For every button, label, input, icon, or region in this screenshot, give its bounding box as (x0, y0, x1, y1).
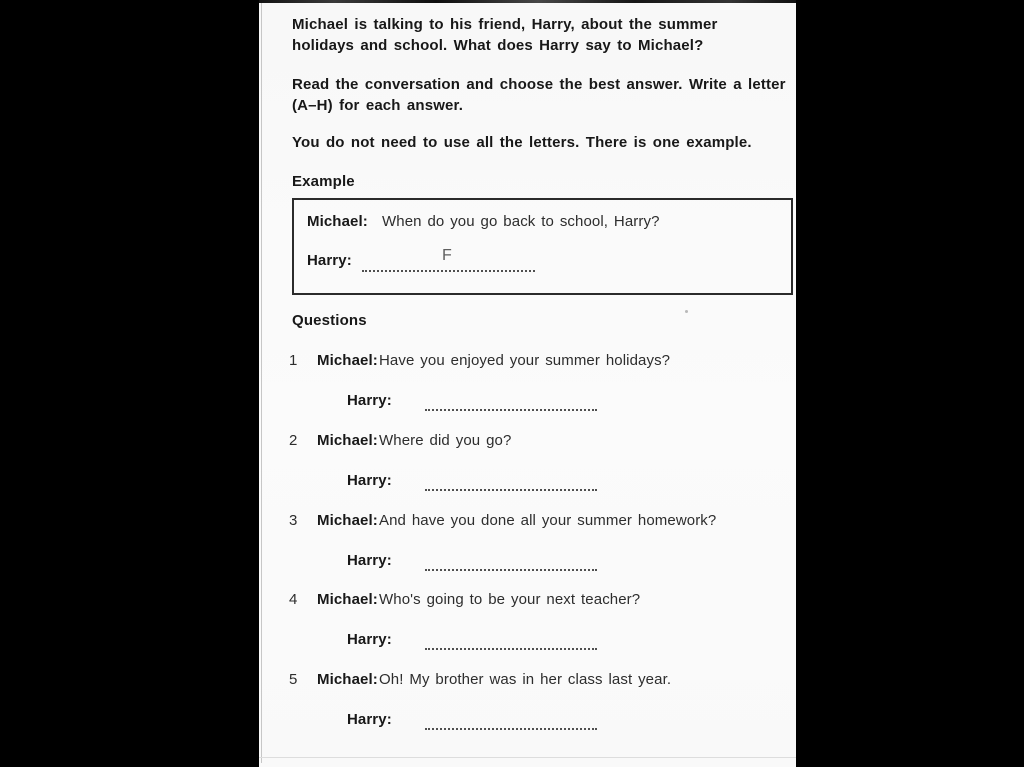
scan-left-edge-line (261, 3, 262, 763)
question-2-answer-line (425, 471, 597, 491)
question-2-michael-row (289, 431, 511, 451)
example-heading: Example (292, 173, 355, 190)
example-responder-label: Harry: (307, 252, 352, 269)
question-4-text: Who's going to be your next teacher? (379, 591, 641, 608)
intro-paragraph-2-line-2: (A–H) for each answer. (292, 97, 464, 114)
question-5-answer-line (425, 710, 597, 730)
example-michael-row (307, 212, 660, 232)
question-4-harry-row (347, 630, 409, 650)
question-4-speaker-label: Michael: (317, 591, 378, 608)
question-2-responder-label: Harry: (347, 472, 392, 489)
example-harry-row (307, 251, 352, 271)
question-3-answer-line (425, 551, 597, 571)
question-5-responder-label: Harry: (347, 711, 392, 728)
question-5-michael-row (289, 670, 671, 690)
intro-paragraph-3-line-1: You do not need to use all the letters. There is one example. (292, 134, 752, 151)
intro-paragraph-2 (292, 74, 786, 116)
question-1-michael-row (289, 351, 670, 371)
scan-top-edge-artifact (259, 0, 796, 3)
question-2-text: Where did you go? (379, 432, 512, 449)
questions-heading: Questions (292, 312, 367, 329)
question-3-michael-row (289, 511, 716, 531)
question-1-number: 1 (289, 352, 298, 369)
scan-bottom-edge-line (259, 757, 796, 758)
question-4-number: 4 (289, 591, 298, 608)
intro-paragraph-2-line-1: Read the conversation and choose the best answer. Write a letter (292, 76, 786, 93)
question-1-responder-label: Harry: (347, 392, 392, 409)
scanned-worksheet-page (259, 0, 796, 767)
question-3-speaker-label: Michael: (317, 512, 378, 529)
question-5-harry-row (347, 710, 409, 730)
example-box (292, 198, 793, 295)
question-3-responder-label: Harry: (347, 552, 392, 569)
question-2-number: 2 (289, 432, 298, 449)
scan-speck-artifact (685, 310, 688, 313)
question-3-text: And have you done all your summer homework? (379, 512, 717, 529)
intro-paragraph-3 (292, 132, 752, 153)
intro-paragraph-1-line-2: holidays and school. What does Harry say to Michael? (292, 37, 704, 54)
intro-paragraph-1-line-1: Michael is talking to his friend, Harry, about the summer (292, 16, 718, 33)
example-answer-letter: F (442, 247, 453, 264)
question-1-answer-line (425, 391, 597, 411)
question-5-speaker-label: Michael: (317, 671, 378, 688)
question-1-text: Have you enjoyed your summer holidays? (379, 352, 671, 369)
example-answer-line (362, 247, 535, 272)
question-4-responder-label: Harry: (347, 631, 392, 648)
intro-paragraph-1 (292, 14, 718, 56)
question-2-speaker-label: Michael: (317, 432, 378, 449)
question-4-michael-row (289, 590, 640, 610)
question-5-number: 5 (289, 671, 298, 688)
question-1-speaker-label: Michael: (317, 352, 378, 369)
question-5-text: Oh! My brother was in her class last year. (379, 671, 672, 688)
question-4-answer-line (425, 630, 597, 650)
example-question-text: When do you go back to school, Harry? (382, 213, 660, 230)
question-3-number: 3 (289, 512, 298, 529)
question-2-harry-row (347, 471, 409, 491)
question-1-harry-row (347, 391, 409, 411)
question-3-harry-row (347, 551, 409, 571)
example-speaker-label: Michael: (307, 213, 368, 230)
